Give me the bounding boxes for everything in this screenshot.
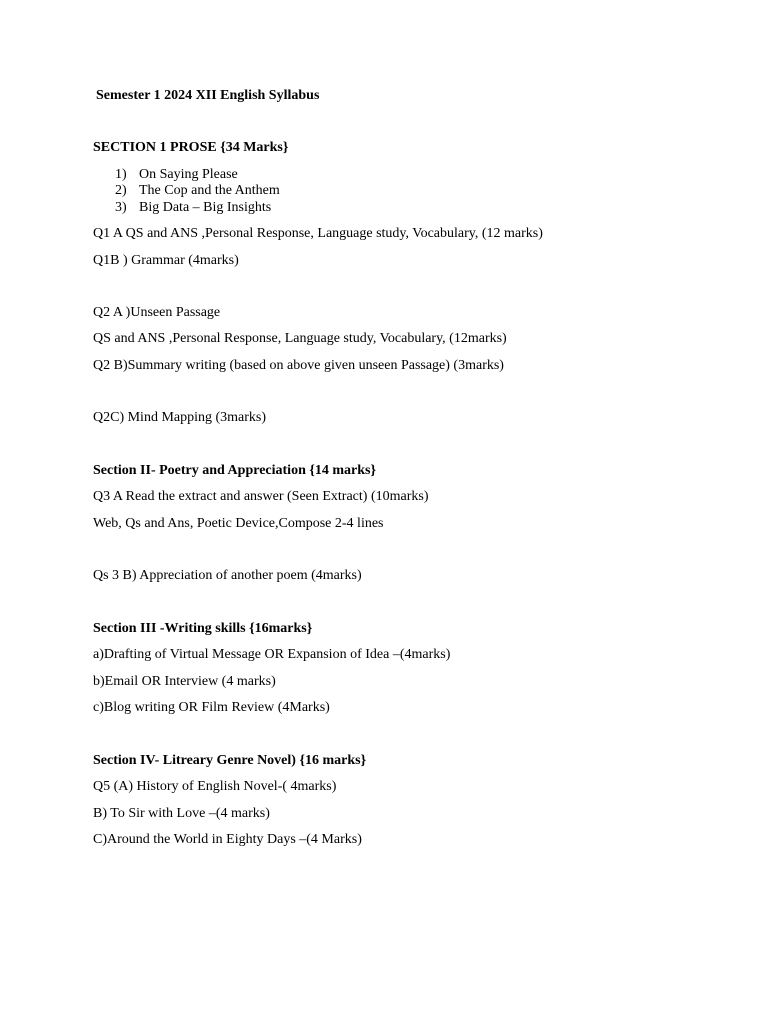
section-1-heading: SECTION 1 PROSE {34 Marks} [93,140,289,155]
section-3-item-b: b)Email OR Interview (4 marks) [93,674,276,689]
question-2a: Q2 A )Unseen Passage [93,305,221,320]
section-3-heading: Section III -Writing skills {16marks} [93,621,313,636]
question-5a: Q5 (A) History of English Novel-( 4marks) [93,779,337,794]
list-item-number: 3) [115,200,127,215]
section-4-heading: Section IV- Litreary Genre Novel) {16 marks} [93,753,367,768]
section-3-item-a: a)Drafting of Virtual Message OR Expansion of Idea –(4marks) [93,647,451,662]
list-item [115,182,280,199]
question-1a: Q1 A QS and ANS ,Personal Response, Language study, Vocabulary, (12 marks) [93,226,543,241]
question-2a-detail: QS and ANS ,Personal Response, Language study, Vocabulary, (12marks) [93,331,507,346]
list-item-number: 1) [115,167,127,182]
question-5b: B) To Sir with Love –(4 marks) [93,806,270,821]
list-item-text: The Cop and the Anthem [139,183,280,198]
list-item-text: Big Data – Big Insights [139,200,272,215]
list-item [115,199,271,216]
question-2b: Q2 B)Summary writing (based on above given unseen Passage) (3marks) [93,358,504,373]
question-2c: Q2C) Mind Mapping (3marks) [93,410,267,425]
question-1b: Q1B ) Grammar (4marks) [93,253,239,268]
question-3b: Qs 3 B) Appreciation of another poem (4marks) [93,568,362,583]
section-3-item-c: c)Blog writing OR Film Review (4Marks) [93,700,330,715]
section-2-heading: Section II- Poetry and Appreciation {14 marks} [93,463,376,478]
list-item-text: On Saying Please [139,167,238,182]
question-3a-detail: Web, Qs and Ans, Poetic Device,Compose 2-4 lines [93,516,384,531]
question-5c: C)Around the World in Eighty Days –(4 Marks) [93,832,362,847]
document-title: Semester 1 2024 XII English Syllabus [96,88,320,103]
question-3a: Q3 A Read the extract and answer (Seen Extract) (10marks) [93,489,429,504]
list-item-number: 2) [115,183,127,198]
list-item [115,166,238,183]
